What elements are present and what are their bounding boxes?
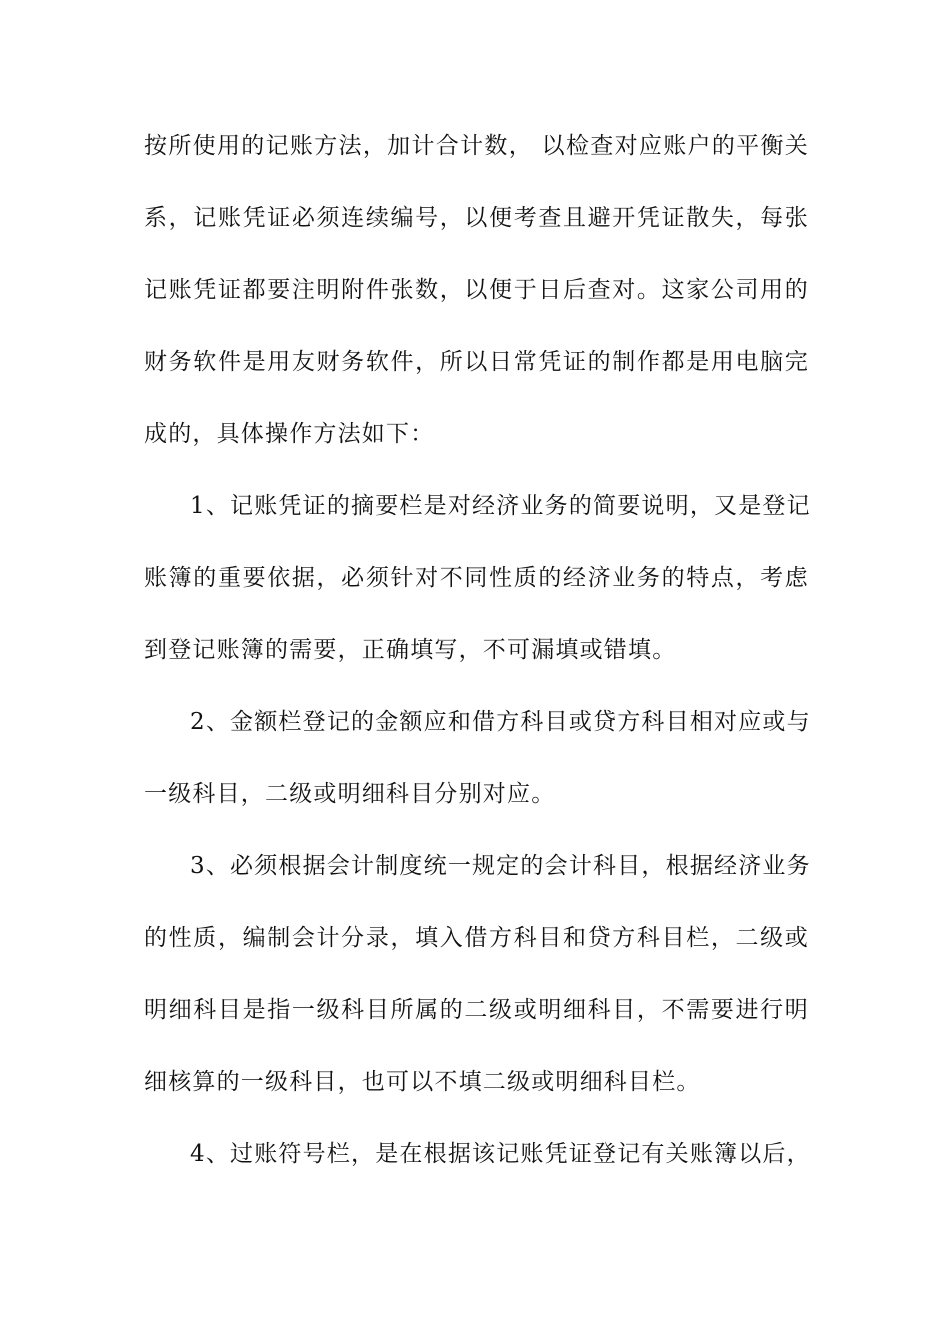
text-line: 的性质，编制会计分录，填入借方科目和贷方科目栏，二级或: [144, 925, 809, 951]
text-line: 3、必须根据会计制度统一规定的会计科目，根据经济业务: [190, 853, 811, 879]
text-line: 一级科目，二级或明细科目分别对应。: [144, 781, 556, 807]
text-line: 到登记账簿的需要，正确填写，不可漏填或错填。: [144, 637, 677, 663]
text-line: 按所使用的记账方法，加计合计数， 以检查对应账户的平衡关: [144, 133, 809, 159]
text-line: 记账凭证都要注明附件张数，以便于日后查对。这家公司用的: [144, 277, 809, 303]
text-line: 账簿的重要依据，必须针对不同性质的经济业务的特点，考虑: [144, 565, 809, 591]
document-body: [144, 134, 809, 1214]
text-line: 1、记账凭证的摘要栏是对经济业务的简要说明，又是登记: [190, 493, 811, 519]
text-line: 2、金额栏登记的金额应和借方科目或贷方科目相对应或与: [190, 709, 811, 735]
text-line: 成的，具体操作方法如下：: [144, 421, 435, 447]
text-line: 财务软件是用友财务软件，所以日常凭证的制作都是用电脑完: [144, 349, 809, 375]
text-line: 4、过账符号栏，是在根据该记账凭证登记有关账簿以后，: [190, 1141, 811, 1167]
text-line: 明细科目是指一级科目所属的二级或明细科目，不需要进行明: [144, 997, 809, 1023]
text-line: 系，记账凭证必须连续编号，以便考查且避开凭证散失，每张: [144, 205, 809, 231]
text-line: 细核算的一级科目，也可以不填二级或明细科目栏。: [144, 1069, 701, 1095]
